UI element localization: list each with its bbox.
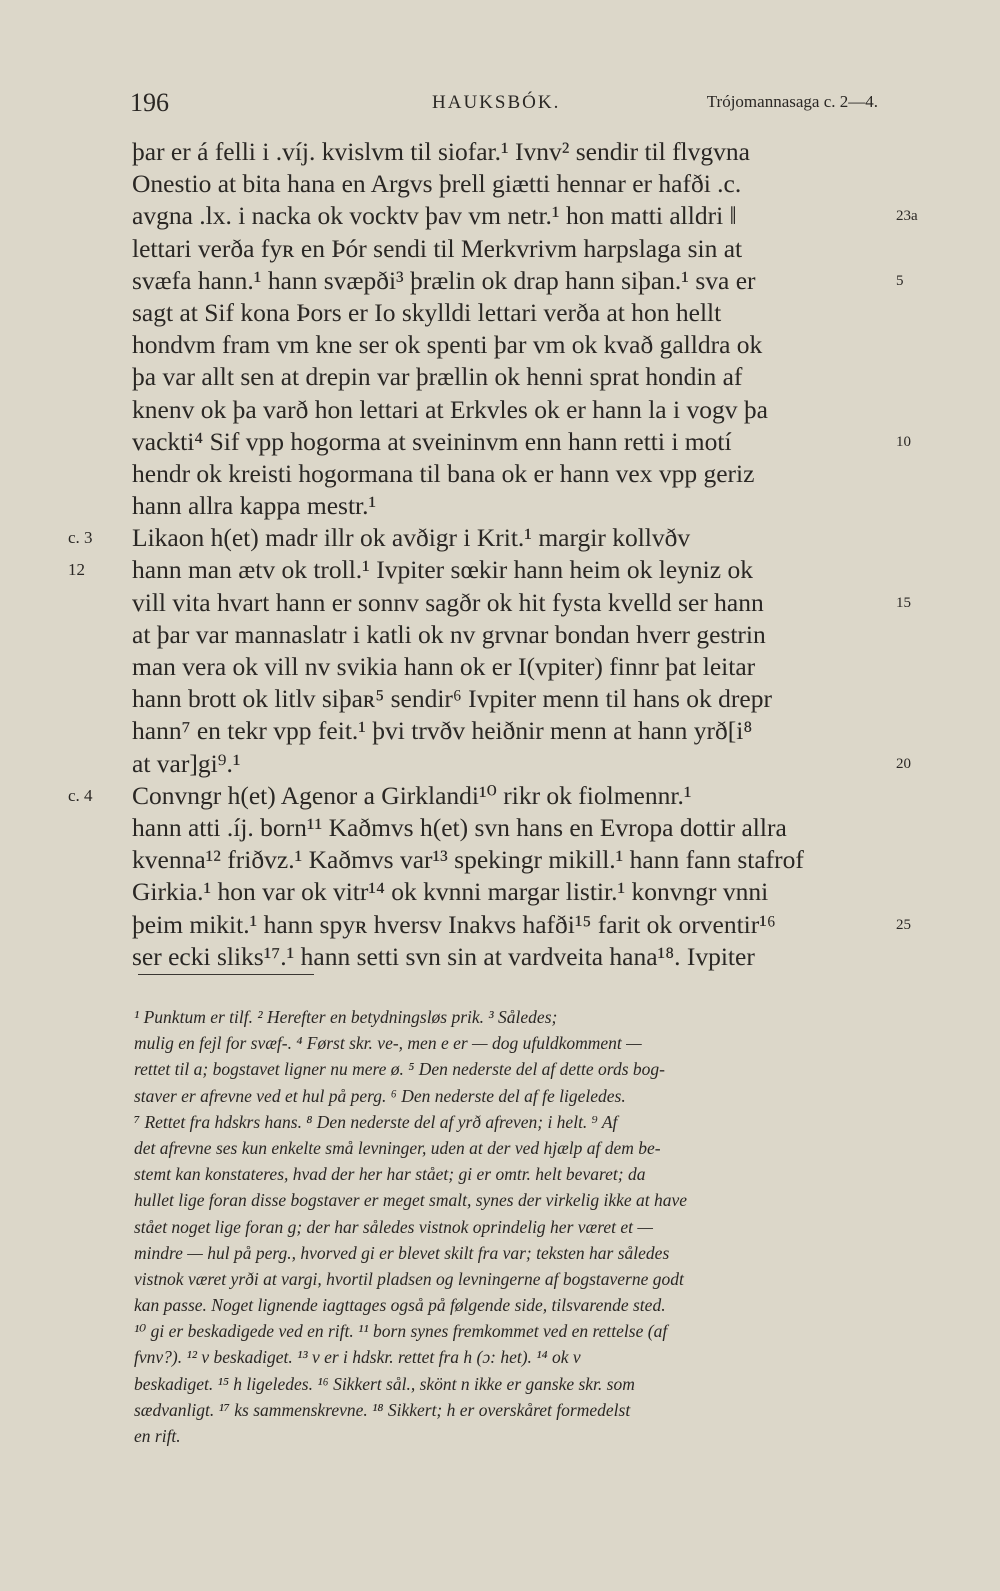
text-line bbox=[132, 876, 878, 908]
line-text: man vera ok vill nv svikia hann ok er I(vpiter) finnr þat leitar bbox=[132, 652, 756, 681]
footnote-line: hullet lige foran disse bogstaver er meget smalt, synes der virkelig ikke at have bbox=[134, 1190, 688, 1211]
text-line bbox=[132, 651, 878, 683]
text-line bbox=[132, 748, 911, 780]
line-text: hann atti .íj. born¹¹ Kaðmvs h(et) svn hans en Evropa dottir allra bbox=[132, 812, 787, 842]
line-text: hann allra kappa mestr.¹ bbox=[132, 491, 377, 521]
line-text: at var]gi⁹.¹ bbox=[132, 748, 241, 778]
line-text: Convngr h(et) Agenor a Girklandi¹⁰ rikr ok fiolmennr.¹ bbox=[132, 780, 692, 810]
line-text: avgna .lx. i nacka ok vocktv þav vm netr.¹ hon matti alldri ‖ bbox=[132, 201, 737, 231]
line-text: vackti⁴ Sif vpp hogorma at sveininvm enn hann retti i motí bbox=[132, 426, 732, 456]
footnote-line: stemt kan konstateres, hvad der her har stået; gi er omtr. helt bevaret; da bbox=[134, 1164, 646, 1185]
line-number-margin: 25 bbox=[896, 916, 911, 933]
footnote-line: det afrevne ses kun enkelte små levninger, uden at der ved hjælp af dem be- bbox=[134, 1137, 661, 1158]
footnote-line: vistnok været yrði at vargi, hvortil pladsen og levningerne af bogstaverne godt bbox=[134, 1268, 684, 1289]
text-line bbox=[132, 909, 911, 941]
line-text: knenv ok þa varð hon lettari at Erkvles ok er hann la i vogv þa bbox=[132, 394, 768, 424]
line-text: Likaon h(et) madr illr ok avðigr i Krit.¹ margir kollvðv bbox=[132, 523, 691, 553]
footnote-line: ⁷ Rettet fra hdskrs hans. ⁸ Den nederste del af yrð afreven; i helt. ⁹ Af bbox=[134, 1111, 618, 1132]
chapter-margin: c. 3 bbox=[68, 528, 93, 548]
text-line bbox=[132, 458, 878, 490]
line-text: kvenna¹² friðvz.¹ Kaðmvs var¹³ spekingr mikill.¹ hann fann stafrof bbox=[132, 845, 804, 875]
line-number-margin: 20 bbox=[896, 755, 911, 772]
text-line bbox=[132, 941, 878, 973]
page-number: 196 bbox=[130, 88, 169, 117]
text-line bbox=[132, 233, 878, 265]
text-line bbox=[68, 780, 878, 812]
text-line bbox=[132, 683, 878, 715]
text-line bbox=[132, 619, 878, 651]
text-line bbox=[132, 361, 878, 393]
line-text: svæfa hann.¹ hann svæpði³ þrælin ok drap hann siþan.¹ sva er bbox=[132, 265, 756, 295]
line-text: Girkia.¹ hon var ok vitr¹⁴ ok kvnni margar listir.¹ konvngr vnni bbox=[132, 877, 769, 907]
text-line bbox=[132, 329, 878, 361]
footnote-line: rettet til a; bogstavet ligner nu mere ø. ⁵ Den nederste del af dette ords bog- bbox=[134, 1059, 665, 1080]
text-line bbox=[132, 136, 878, 168]
line-number-margin: 23a bbox=[896, 208, 918, 225]
line-text: Onestio at bita hana en Argvs þrell giætti hennar er hafði .c. bbox=[132, 169, 742, 199]
line-text: hann brott ok litlv siþaʀ⁵ sendir⁶ Ivpiter menn til hans ok drepr bbox=[132, 684, 772, 714]
line-text: ser ecki sliks¹⁷.¹ hann setti svn sin at vardveita hana¹⁸. Ivpiter bbox=[132, 941, 755, 971]
line-text: hendr ok kreisti hogormana til bana ok er hann vex vpp geriz bbox=[132, 458, 755, 488]
line-text: lettari verða fyʀ en Þór sendi til Merkvrivm harpslaga sin at bbox=[132, 233, 743, 263]
line-number-margin: 5 bbox=[896, 272, 904, 289]
text-line bbox=[132, 426, 911, 458]
footnote-rule bbox=[138, 974, 314, 975]
text-line bbox=[68, 522, 878, 554]
line-text: hondvm fram vm kne ser ok spenti þar vm ok kvað galldra ok bbox=[132, 330, 763, 360]
footnote-line: beskadiget. ¹⁵ h ligeledes. ¹⁶ Sikkert sål., skönt n ikke er ganske skr. som bbox=[134, 1373, 635, 1394]
line-number-margin: 15 bbox=[896, 594, 911, 611]
footnote-line: mindre — hul på perg., hvorved gi er blevet skilt fra var; teksten har således bbox=[134, 1242, 670, 1263]
text-line bbox=[68, 554, 878, 586]
line-text: hann⁷ en tekr vpp feit.¹ þvi trvðv heiðnir menn at hann yrð[i⁸ bbox=[132, 716, 753, 746]
footnote-line: sædvanligt. ¹⁷ ks sammenskrevne. ¹⁸ Sikkert; h er overskåret formedelst bbox=[134, 1399, 631, 1420]
main-text bbox=[68, 136, 918, 973]
line-text: sagt at Sif kona Þors er Io skylldi lettari verða at hon hellt bbox=[132, 297, 722, 327]
text-line bbox=[132, 490, 878, 522]
footnote-line: ¹ Punktum er tilf. ² Herefter en betydningsløs prik. ³ Således; bbox=[134, 1007, 558, 1027]
line-number-margin: 10 bbox=[896, 433, 911, 450]
footnote-line: mulig en fejl for svæf-. ⁴ Først skr. ve-, men e er — dog ufuldkomment — bbox=[134, 1033, 642, 1054]
text-line bbox=[132, 297, 878, 329]
footnote-line: stået noget lige foran g; der har således vistnok oprindelig her været et — bbox=[134, 1216, 653, 1237]
line-text: hann man ætv ok troll.¹ Ivpiter sœkir hann heim ok leyniz ok bbox=[132, 555, 753, 585]
line-text: þa var allt sen at drepin var þrællin ok henni sprat hondin af bbox=[132, 362, 743, 392]
text-line bbox=[132, 265, 904, 297]
line-text: þeim mikit.¹ hann spyʀ hversv Inakvs hafði¹⁵ farit ok orventir¹⁶ bbox=[132, 909, 776, 939]
line-text: at þar var mannaslatr i katli ok nv grvnar bondan hverr gestrin bbox=[132, 619, 766, 649]
line-text: þar er á felli i .víj. kvislvm til siofar.¹ Ivnv² sendir til flvgvna bbox=[132, 137, 750, 166]
footnote-line: staver er afrevne ved et hul på perg. ⁶ Den nederste del af fe ligeledes. bbox=[134, 1085, 626, 1106]
text-line bbox=[132, 844, 878, 876]
text-line bbox=[132, 200, 918, 232]
text-line bbox=[132, 394, 878, 426]
text-line bbox=[132, 812, 878, 844]
footnote-line: en rift. bbox=[134, 1426, 181, 1446]
chapter-margin: 12 bbox=[68, 560, 85, 580]
footnote-line: ¹⁰ gi er beskadigede ved en rift. ¹¹ born synes fremkommet ved en rettelse (af bbox=[134, 1321, 668, 1342]
footnotes bbox=[134, 1004, 880, 1449]
text-line bbox=[132, 715, 878, 747]
line-text: vill vita hvart hann er sonnv sagðr ok hit fysta kvelld ser hann bbox=[132, 587, 764, 617]
text-line bbox=[132, 168, 878, 200]
footnote-line: kan passe. Noget lignende iagttages også på følgende side, tilsvarende sted. bbox=[134, 1295, 666, 1316]
section-reference: Trójomannasaga c. 2—4. bbox=[706, 92, 878, 111]
footnote-line: fvnv?). ¹² v beskadiget. ¹³ v er i hdskr. rettet fra h (ɔ: het). ¹⁴ ok v bbox=[134, 1347, 581, 1368]
text-line bbox=[132, 587, 911, 619]
chapter-margin: c. 4 bbox=[68, 785, 93, 805]
running-title: HAUKSBÓK. bbox=[432, 92, 561, 113]
